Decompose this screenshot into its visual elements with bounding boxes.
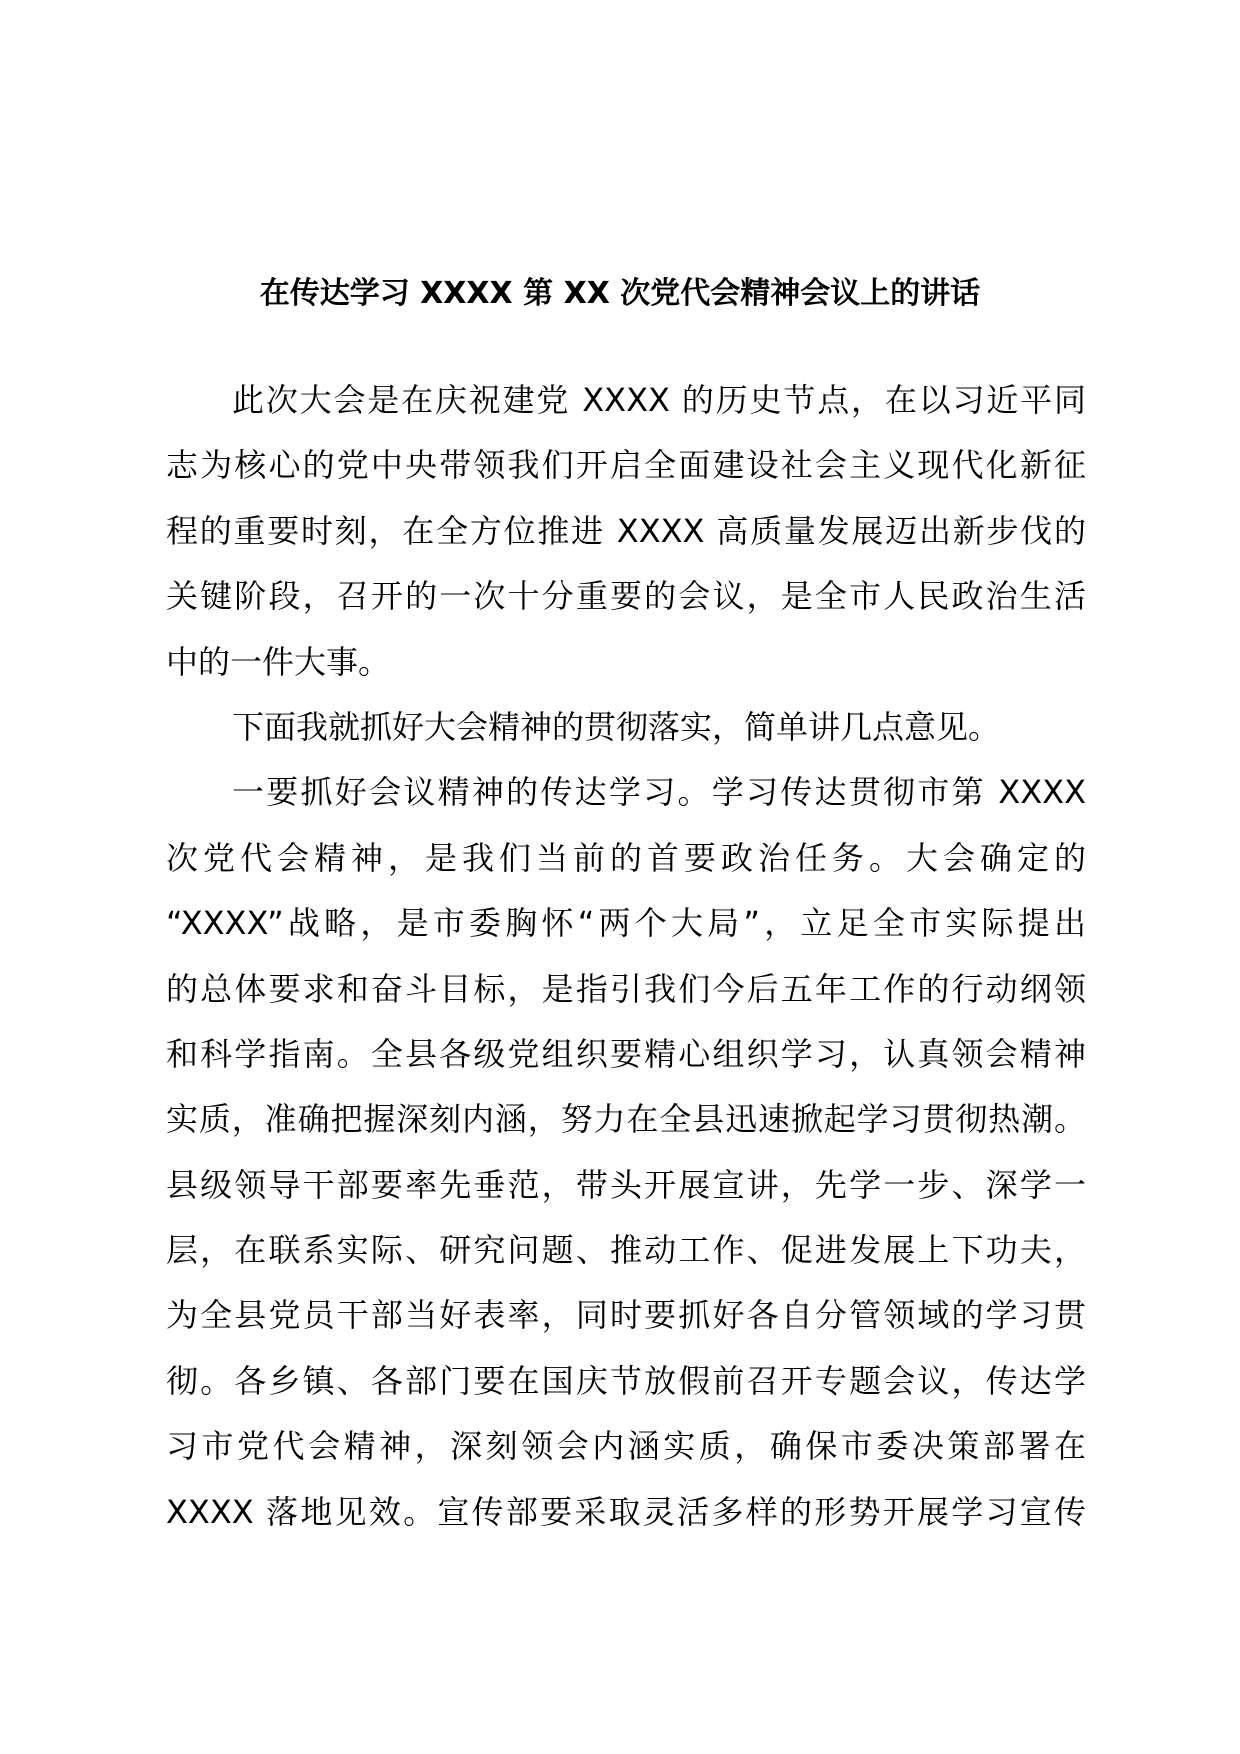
paragraph-line: 关键阶段，召开的一次十分重要的会议，是全市人民政治生活 (166, 577, 1086, 616)
paragraph-line: 层，在联系实际、研究问题、推动工作、促进发展上下功夫， (166, 1231, 1086, 1270)
paragraph-line: “XXXX”战略，是市委胸怀“两个大局”，立足全市实际提出 (166, 904, 1086, 943)
paragraph-line: 实质，准确把握深刻内涵，努力在全县迅速掀起学习贯彻热潮。 (166, 1100, 1086, 1139)
paragraph-line: 县级领导干部要率先垂范，带头开展宣讲，先学一步、深学一 (166, 1165, 1086, 1204)
paragraph-line: 志为核心的党中央带领我们开启全面建设社会主义现代化新征 (166, 446, 1086, 485)
paragraph-line: 为全县党员干部当好表率，同时要抓好各自分管领域的学习贯 (166, 1296, 1086, 1335)
paragraph-line: 次党代会精神，是我们当前的首要政治任务。大会确定的 (166, 838, 1086, 877)
paragraph-line: 程的重要时刻，在全方位推进 XXXX 高质量发展迈出新步伐的 (166, 511, 1086, 550)
paragraph-line: 此次大会是在庆祝建党 XXXX 的历史节点，在以习近平同 (232, 381, 1086, 419)
document-title: 在传达学习 XXXX 第 XX 次党代会精神会议上的讲话 (259, 276, 981, 311)
paragraph-line: 中的一件大事。 (166, 642, 391, 681)
paragraph-line: 习市党代会精神，深刻领会内涵实质，确保市委决策部署在 (166, 1427, 1086, 1466)
paragraph-line: 彻。各乡镇、各部门要在国庆节放假前召开专题会议，传达学 (166, 1361, 1086, 1400)
document-body (166, 368, 1086, 1545)
paragraph-line: XXXX 落地见效。宣传部要采取灵活多样的形势开展学习宣传 (166, 1492, 1086, 1531)
paragraph-line: 一要抓好会议精神的传达学习。学习传达贯彻市第 XXXX (232, 773, 1086, 812)
paragraph-line: 下面我就抓好大会精神的贯彻落实，简单讲几点意见。 (232, 707, 1001, 746)
paragraph-line: 和科学指南。全县各级党组织要精心组织学习，认真领会精神 (166, 1034, 1086, 1073)
paragraph-line: 的总体要求和奋斗目标，是指引我们今后五年工作的行动纲领 (166, 969, 1086, 1008)
